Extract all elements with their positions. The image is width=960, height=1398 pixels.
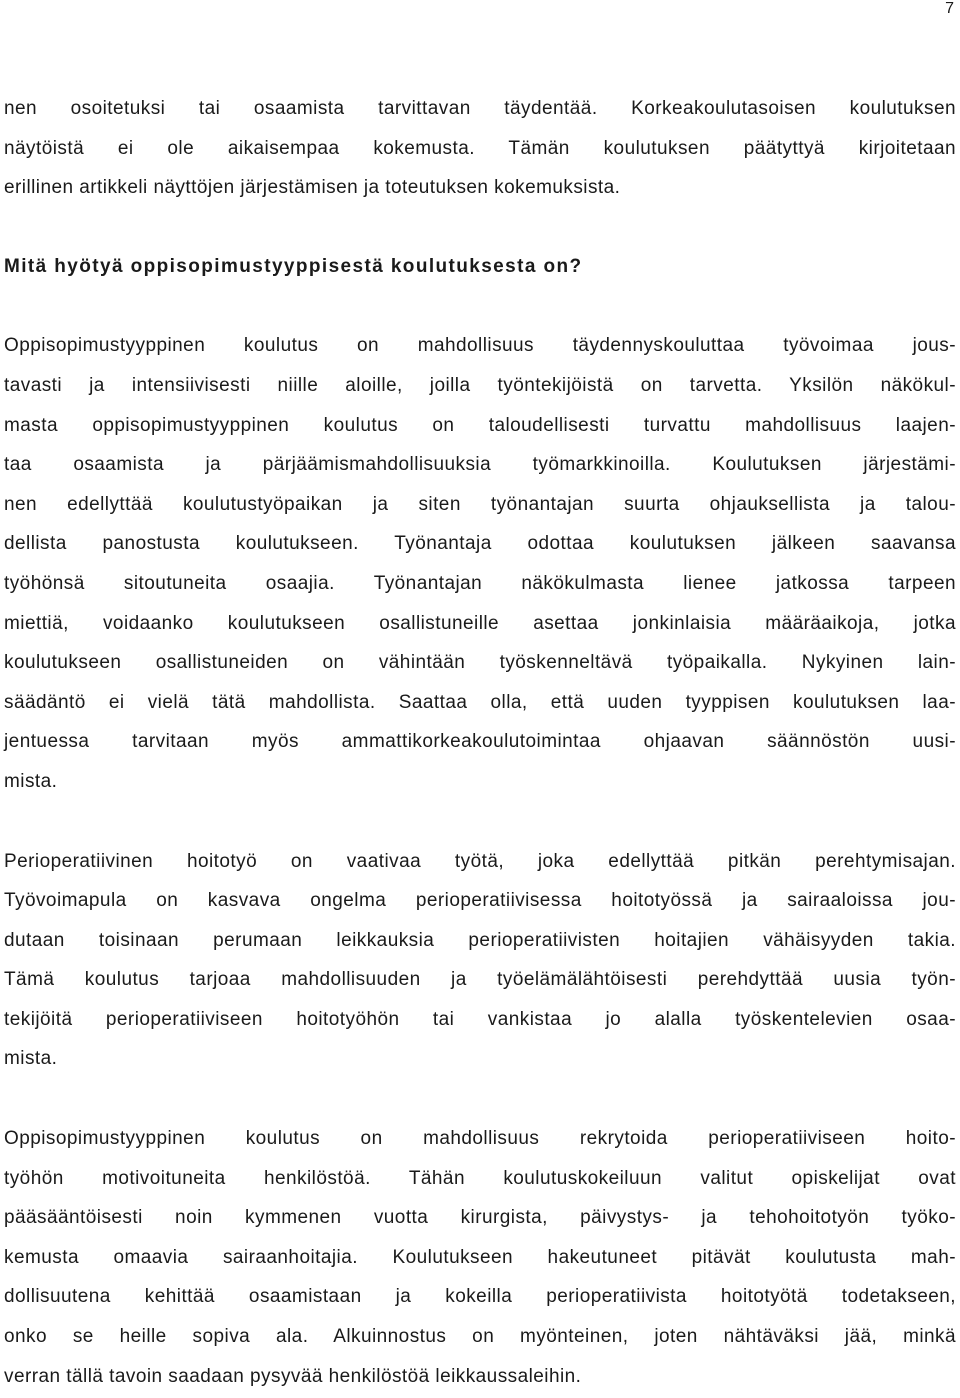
text-line: työhön motivoituneita henkilöstöä. Tähän koulutuskokeiluun valitut opiskelijat ovat bbox=[4, 1167, 956, 1189]
text-line: onko se heille sopiva ala. Alkuinnostus on myönteinen, joten nähtäväksi jää, minkä bbox=[4, 1326, 956, 1348]
text-line: verran tällä tavoin saadaan pysyvää henkilöstöä leikkaussaleihin. bbox=[4, 1365, 582, 1387]
text-line: pääsääntöisesti noin kymmenen vuotta kirurgista, päivystys- ja tehohoitotyön työko- bbox=[4, 1207, 956, 1229]
text-line: Oppisopimustyyppinen koulutus on mahdollisuus rekrytoida perioperatiiviseen hoito- bbox=[4, 1128, 956, 1150]
text-line: taa osaamista ja pärjäämismahdollisuuksia työmarkkinoilla. Koulutuksen järjestämi- bbox=[4, 454, 956, 476]
text-line: työhönsä sitoutuneita osaajia. Työnantajan näkökulmasta lienee jatkossa tarpeen bbox=[4, 572, 956, 594]
text-line: miettiä, voidaanko koulutukseen osallistuneille asettaa jonkinlaisia määräaikoja, jotka bbox=[4, 612, 956, 634]
text-line: nen osoitetuksi tai osaamista tarvittavan täydentää. Korkeakoulutasoisen koulutuksen bbox=[4, 98, 956, 119]
text-line: näytöistä ei ole aikaisempaa kokemusta. Tämän koulutuksen päätyttyä kirjoitetaan bbox=[4, 137, 956, 159]
paragraph-recruitment bbox=[4, 1119, 956, 1396]
text-line: Perioperatiivinen hoitotyö on vaativaa työtä, joka edellyttää pitkän perehtymisajan. bbox=[4, 850, 956, 872]
text-line: jentuessa tarvitaan myös ammattikorkeakoulutoimintaa ohjaavan säännöstön uusi- bbox=[4, 731, 956, 753]
document-body bbox=[4, 89, 956, 1396]
paragraph-intro bbox=[4, 89, 956, 208]
text-line: nen edellyttää koulutustyöpaikan ja siten työnantajan suurta ohjauksellista ja talou- bbox=[4, 493, 956, 515]
paragraph-spacer bbox=[4, 208, 956, 247]
paragraph-benefits bbox=[4, 326, 956, 801]
text-line: kemusta omaavia sairaanhoitajia. Koulutukseen hakeutuneet pitävät koulutusta mah- bbox=[4, 1246, 956, 1268]
text-line: Tämä koulutus tarjoaa mahdollisuuden ja työelämälähtöisesti perehdyttää uusia työn- bbox=[4, 969, 956, 991]
paragraph-spacer bbox=[4, 286, 956, 326]
text-line: koulutukseen osallistuneiden on vähintään työskenneltävä työpaikalla. Nykyinen lain- bbox=[4, 652, 956, 674]
text-line: tekijöitä perioperatiiviseen hoitotyöhön tai vankistaa jo alalla työskentelevien osaa- bbox=[4, 1008, 956, 1030]
text-line: mista. bbox=[4, 770, 58, 792]
text-line: erillinen artikkeli näyttöjen järjestämisen ja toteutuksen kokemuksista. bbox=[4, 177, 621, 199]
text-line: tavasti ja intensiivisesti niille aloille, joilla työntekijöistä on tarvetta. Yksilön näkökul- bbox=[4, 374, 956, 396]
paragraph-perioperative bbox=[4, 842, 956, 1080]
paragraph-spacer bbox=[4, 1079, 956, 1119]
text-line: dollisuutena kehittää osaamistaan ja kokeilla perioperatiivista hoitotyötä todetakseen, bbox=[4, 1286, 956, 1308]
text-line: dellista panostusta koulutukseen. Työnantaja odottaa koulutuksen jälkeen saavansa bbox=[4, 533, 956, 555]
section-heading: Mitä hyötyä oppisopimustyyppisestä koulutuksesta on? bbox=[4, 255, 583, 277]
text-line: Oppisopimustyyppinen koulutus on mahdollisuus täydennyskouluttaa työvoimaa jous- bbox=[4, 335, 956, 357]
text-line: säädäntö ei vielä tätä mahdollista. Saattaa olla, että uuden tyyppisen koulutuksen laa- bbox=[4, 691, 956, 713]
paragraph-spacer bbox=[4, 802, 956, 842]
text-line: Työvoimapula on kasvava ongelma perioperatiivisessa hoitotyössä ja sairaaloissa jou- bbox=[4, 890, 956, 912]
text-line: mista. bbox=[4, 1048, 58, 1070]
text-line: masta oppisopimustyyppinen koulutus on taloudellisesti turvattu mahdollisuus laajen- bbox=[4, 414, 956, 436]
text-line: dutaan toisinaan perumaan leikkauksia perioperatiivisten hoitajien vähäisyyden takia. bbox=[4, 929, 956, 951]
page-number: 7 bbox=[945, 0, 954, 17]
